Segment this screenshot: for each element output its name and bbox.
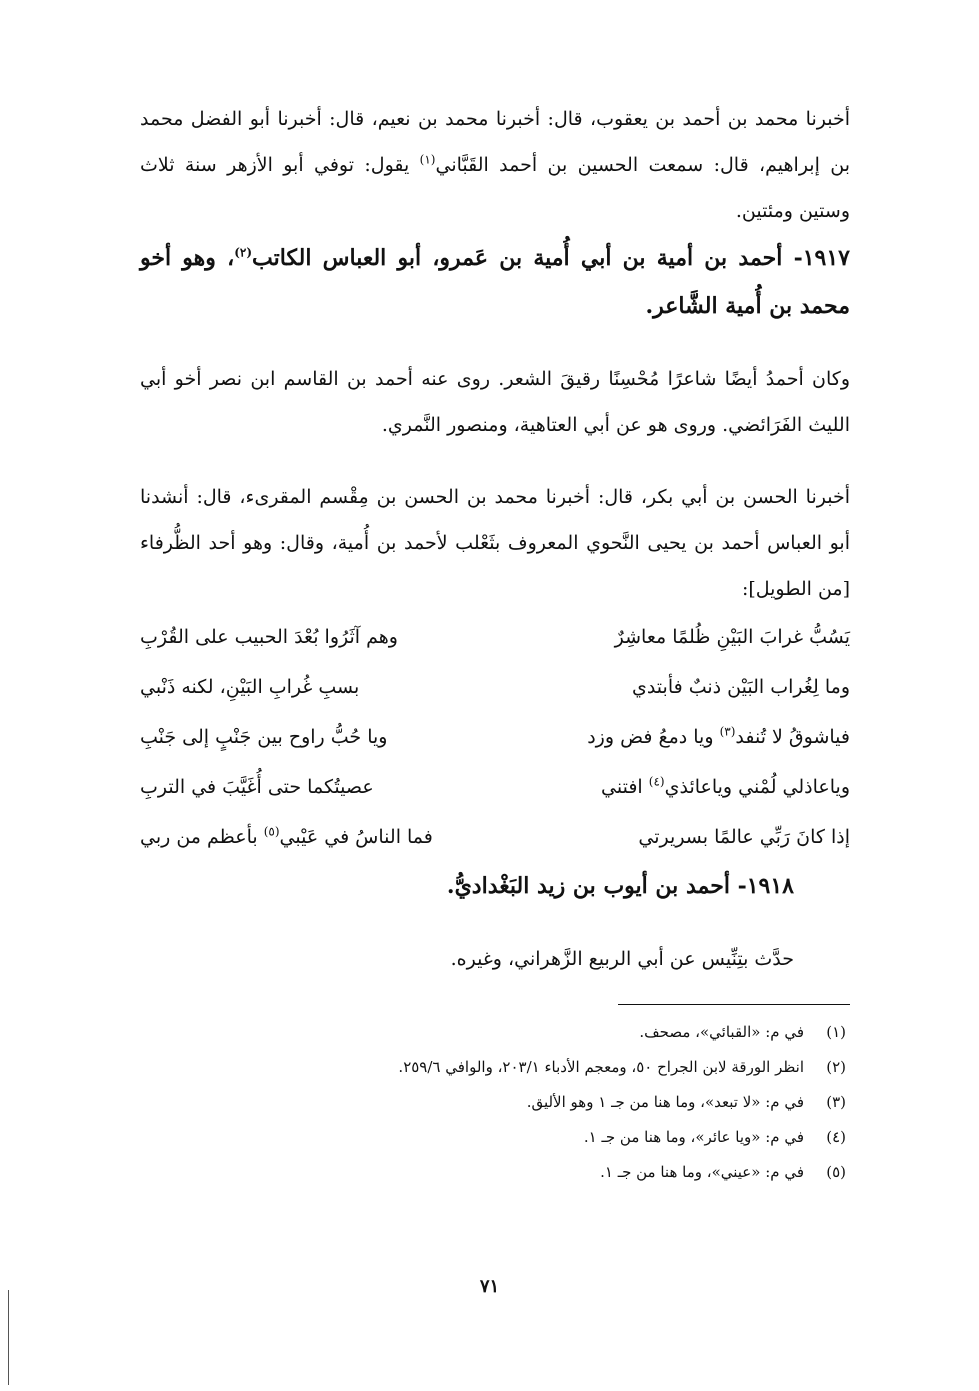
- footnotes-list: [140, 1015, 850, 1190]
- paragraph-text-tail: يقول: توفي أبو الأزهر سنة ثلاث وستين ومئتين.: [140, 154, 850, 222]
- hemistich-text: وياعاذلي لُمْني وياعائذي: [664, 776, 850, 798]
- poem-verse: [140, 812, 850, 862]
- entry-title-tail: ، وهو أخو محمد بن أُمية الشَّاعر.: [140, 245, 850, 319]
- poem: [140, 612, 850, 862]
- footnote-text: في م: «لا تبعد»، وما هنا من جـ ١ وهو الأليق.: [526, 1093, 804, 1111]
- footnote-ref-5[interactable]: (٥): [263, 824, 280, 839]
- verse-first-hemistich: إذا كانَ رَبِّي عالمًا بسريرتي: [638, 826, 850, 848]
- page-number: ٧١: [479, 1276, 500, 1297]
- poem-verse: [140, 712, 850, 762]
- verse-first-hemistich: وما لِغُراب البَيْن ذنبٌ فأبتدي: [631, 676, 850, 698]
- footnote-ref-4[interactable]: (٤): [648, 774, 665, 789]
- verse-first-hemistich: [587, 712, 850, 762]
- footnote-separator: [618, 1004, 850, 1005]
- entry-heading-1917: [140, 234, 850, 330]
- verse-first-hemistich: [601, 762, 850, 812]
- verse-second-hemistich: وهم آثَرُوا بُعْدَ الحبيب على القُرْبِ: [140, 626, 398, 648]
- footnote-text: في م: «القبائي»، مصحف.: [639, 1023, 804, 1041]
- poem-verse: [140, 612, 850, 662]
- hemistich-text-tail: بأعظم من ربي: [140, 826, 264, 848]
- footnote-number: (٤): [826, 1128, 846, 1146]
- footnote-item: [140, 1085, 846, 1120]
- footnote-ref-1[interactable]: (١): [419, 152, 436, 167]
- footnote-item: [140, 1050, 846, 1085]
- footnote-number: (١): [826, 1023, 846, 1041]
- poem-verse: [140, 662, 850, 712]
- entry-heading-1918: ١٩١٨- أحمد بن أيوب بن زيد البَغْداديُّ.: [446, 873, 794, 899]
- paragraph-isnad-1: [140, 96, 850, 234]
- verse-second-hemistich: [140, 812, 433, 862]
- footnote-ref-3[interactable]: (٣): [719, 724, 736, 739]
- verse-second-hemistich: ويا حُبُّ راوح بين جَنْبٍ إلى جَنْبِ: [140, 726, 388, 748]
- paragraph-isnad-2: أخبرنا الحسن بن أبي بكر، قال: أخبرنا محمد بن الحسن بن مِقْسم المقرىء، قال: أنشدنا أبو العباس أحمد بن يحيى النَّحوي المعروف بثَعْلب لأحمد بن أُمية، وقال: وهو أحد الظُّرفاء [من الطويل]:: [140, 486, 850, 600]
- footnote-ref-2[interactable]: (٢): [234, 245, 253, 260]
- entry-title: ١٩١٧- أحمد بن أمية بن أبي أُمية بن عَمرو، أبو العباس الكاتب: [252, 245, 850, 271]
- footnote-number: (٣): [826, 1093, 846, 1111]
- scan-margin-line: [8, 1290, 9, 1385]
- footnote-text: انظر الورقة لابن الجراح ٥٠، ومعجم الأدباء ٢٠٣/١، والوافي ٢٥٩/٦.: [398, 1058, 804, 1076]
- footnote-item: [140, 1120, 846, 1155]
- hemistich-text-tail: افتني: [601, 776, 649, 798]
- footnote-item: [140, 1155, 846, 1190]
- hemistich-text: فياشوقُ لا تُنفد: [735, 726, 850, 748]
- footnote-item: [140, 1015, 846, 1050]
- poem-verse: [140, 762, 850, 812]
- verse-second-hemistich: بسبِ غُرابِ البَيْنِ، لكنه ذَنْبي: [140, 676, 360, 698]
- page-body: [140, 96, 850, 1190]
- footnote-text: في م: «عيني»، وما هنا من جـ ١.: [600, 1163, 804, 1181]
- verse-first-hemistich: يَسُبُّ غرابَ البَيْنِ ظُلمًا معاشِرٌ: [614, 626, 850, 648]
- hemistich-text-tail: ويا دمعُ فض وزد: [587, 726, 720, 748]
- paragraph-text: أخبرنا محمد بن أحمد بن يعقوب، قال: أخبرنا محمد بن نعيم، قال: أخبرنا أبو الفضل محمد بن إبراهيم، قال: سمعت الحسين بن أحمد القَبَّاني: [140, 108, 850, 176]
- footnote-number: (٥): [826, 1163, 846, 1181]
- hemistich-text: فما الناسُ في عَيْبي: [279, 826, 433, 848]
- footnote-number: (٢): [826, 1058, 846, 1076]
- footnote-text: في م: «ويا عائر»، وما هنا من جـ ١.: [583, 1128, 804, 1146]
- paragraph-hadith: حدَّث بتِنِّيس عن أبي الربيع الزَّهراني، وغيره.: [450, 948, 794, 970]
- verse-second-hemistich: عصيتُكما حتى أُغَيَّبَ في التربِ: [140, 776, 374, 798]
- paragraph-biography: وكان أحمدُ أيضًا شاعرًا مُحْسِنًا رقيقَ الشعر. روى عنه أحمد بن القاسم ابن نصر أخو أبي الليث الفَرَائضي. وروى هو عن أبي العتاهية، ومنصور النَّمري.: [140, 368, 850, 436]
